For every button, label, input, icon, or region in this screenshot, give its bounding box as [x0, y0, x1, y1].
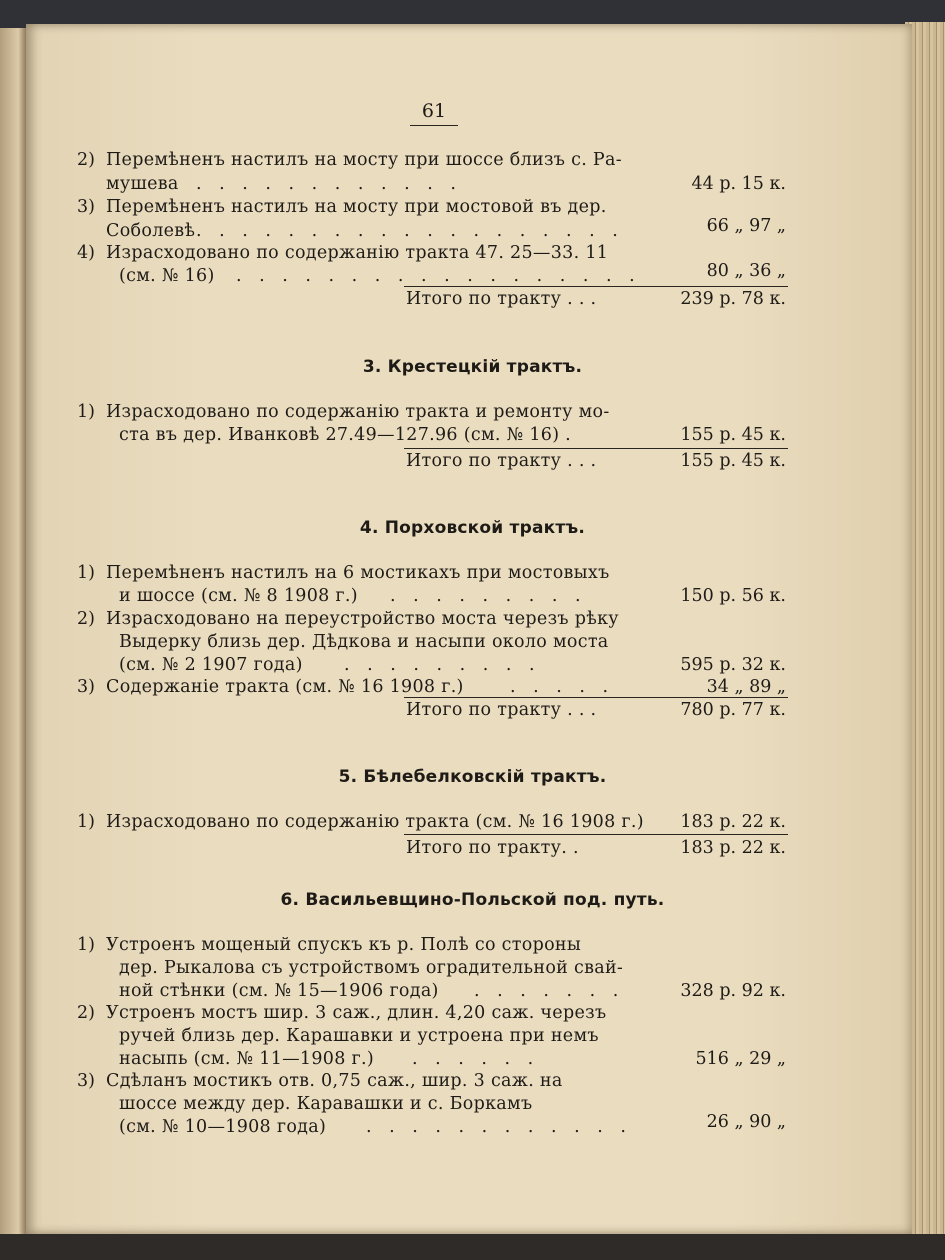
amount: 150 р. 56 к. — [680, 586, 786, 606]
total-label: Итого по тракту . . . — [406, 700, 597, 720]
item-text: Израсходовано по содержанію тракта 47. 25—33. 11 — [106, 243, 609, 263]
item-text: Выдерку близь дер. Дѣдкова и насыпи около моста — [119, 632, 609, 652]
leader-dots: . . . . . . . . . . . . — [196, 174, 462, 194]
amount: 66 „ 97 „ — [706, 216, 786, 236]
total-label: Итого по тракту. . — [406, 838, 579, 858]
item-text: Устроенъ мостъ шир. 3 саж., длин. 4,20 саж. черезъ — [106, 1003, 607, 1023]
item-text: дер. Рыкалова съ устройствомъ оградительной свай- — [119, 958, 624, 978]
total-rule — [404, 697, 788, 698]
total-amount: 239 р. 78 к. — [680, 289, 786, 309]
item-number: 2) — [77, 150, 95, 170]
item-text: Израсходовано по содержанію тракта и ремонту мо- — [106, 402, 610, 422]
item-text: ной стѣнки (см. № 15—1906 года) — [119, 981, 439, 1001]
amount: 155 р. 45 к. — [680, 425, 786, 445]
item-number: 3) — [77, 677, 95, 697]
section-heading: 3. Крестецкій трактъ. — [362, 357, 583, 377]
amount: 80 „ 36 „ — [706, 261, 786, 281]
item-text: ста въ дер. Иванковѣ 27.49—127.96 (см. № 16) . — [119, 425, 572, 445]
total-label: Итого по тракту . . . — [406, 289, 597, 309]
item-number: 2) — [77, 1003, 95, 1023]
section-heading: 5. Бѣлебелковскій трактъ. — [338, 767, 607, 787]
item-text: Перемѣненъ настилъ на мосту при мостовой въ дер. — [106, 197, 607, 217]
amount: 183 р. 22 к. — [680, 812, 786, 832]
amount: 44 р. 15 к. — [691, 174, 786, 194]
section-heading: 6. Васильевщино-Польской под. путь. — [280, 890, 665, 910]
item-number: 4) — [77, 243, 95, 263]
item-text: Устроенъ мощеный спускъ къ р. Полѣ со стороны — [106, 935, 582, 955]
total-rule — [404, 834, 788, 835]
item-number: 3) — [77, 197, 95, 217]
item-number: 3) — [77, 1071, 95, 1091]
item-number: 1) — [77, 812, 95, 832]
item-text: Перемѣненъ настилъ на мосту при шоссе близъ с. Ра- — [106, 150, 622, 170]
leader-dots: . . . . . . . . . — [344, 655, 541, 675]
item-text: шоссе между дер. Каравашки и с. Боркамъ — [119, 1094, 533, 1114]
item-number: 2) — [77, 609, 95, 629]
item-text: Сдѣланъ мостикъ отв. 0,75 саж., шир. 3 саж. на — [106, 1071, 563, 1091]
total-label: Итого по тракту . . . — [406, 451, 597, 471]
item-text: (см. № 2 1907 года) — [119, 655, 303, 675]
total-amount: 155 р. 45 к. — [680, 451, 786, 471]
item-text: насыпь (см. № 11—1908 г.) — [119, 1049, 374, 1069]
total-rule — [404, 448, 788, 449]
item-text: (см. № 10—1908 года) — [119, 1117, 327, 1137]
leader-dots: . . . . . . . — [474, 981, 625, 1001]
background-bottom — [0, 1234, 945, 1260]
item-text: Соболевѣ — [106, 221, 196, 241]
amount: 328 р. 92 к. — [680, 981, 786, 1001]
leader-dots: . . . . . . . . . . . . — [366, 1117, 632, 1137]
item-text: ручей близь дер. Карашавки и устроена при немъ — [119, 1026, 599, 1046]
facing-page-edge — [0, 28, 26, 1260]
amount: 595 р. 32 к. — [680, 655, 786, 675]
page-number: 61 — [410, 100, 458, 126]
item-number: 1) — [77, 402, 95, 422]
leader-dots: . . . . . . . . . . . . . . . . . . — [236, 266, 641, 286]
item-number: 1) — [77, 935, 95, 955]
item-text: Перемѣненъ настилъ на 6 мостикахъ при мостовыхъ — [106, 563, 610, 583]
leader-dots: . . . . . . — [412, 1049, 540, 1069]
item-text: Израсходовано на переустройство моста черезъ рѣку — [106, 609, 619, 629]
item-number: 1) — [77, 563, 95, 583]
item-text: мушева — [106, 174, 179, 194]
section-heading: 4. Порховской трактъ. — [359, 518, 586, 538]
item-text: (см. № 16) — [119, 266, 215, 286]
amount: 516 „ 29 „ — [695, 1049, 786, 1069]
leader-dots: . . . . . . . . . — [390, 586, 587, 606]
total-rule — [404, 286, 788, 287]
amount: 34 „ 89 „ — [706, 677, 786, 697]
amount: 26 „ 90 „ — [706, 1112, 786, 1132]
total-amount: 780 р. 77 к. — [680, 700, 786, 720]
item-text: Израсходовано по содержанію тракта (см. № 16 1908 г.) — [106, 812, 644, 832]
leader-dots: . . . . . — [510, 677, 615, 697]
leader-dots: . . . . . . . . . . . . . . . . . . . — [196, 221, 624, 241]
item-text: и шоссе (см. № 8 1908 г.) — [119, 586, 358, 606]
item-text: Содержаніе тракта (см. № 16 1908 г.) — [106, 677, 464, 697]
total-amount: 183 р. 22 к. — [680, 838, 786, 858]
